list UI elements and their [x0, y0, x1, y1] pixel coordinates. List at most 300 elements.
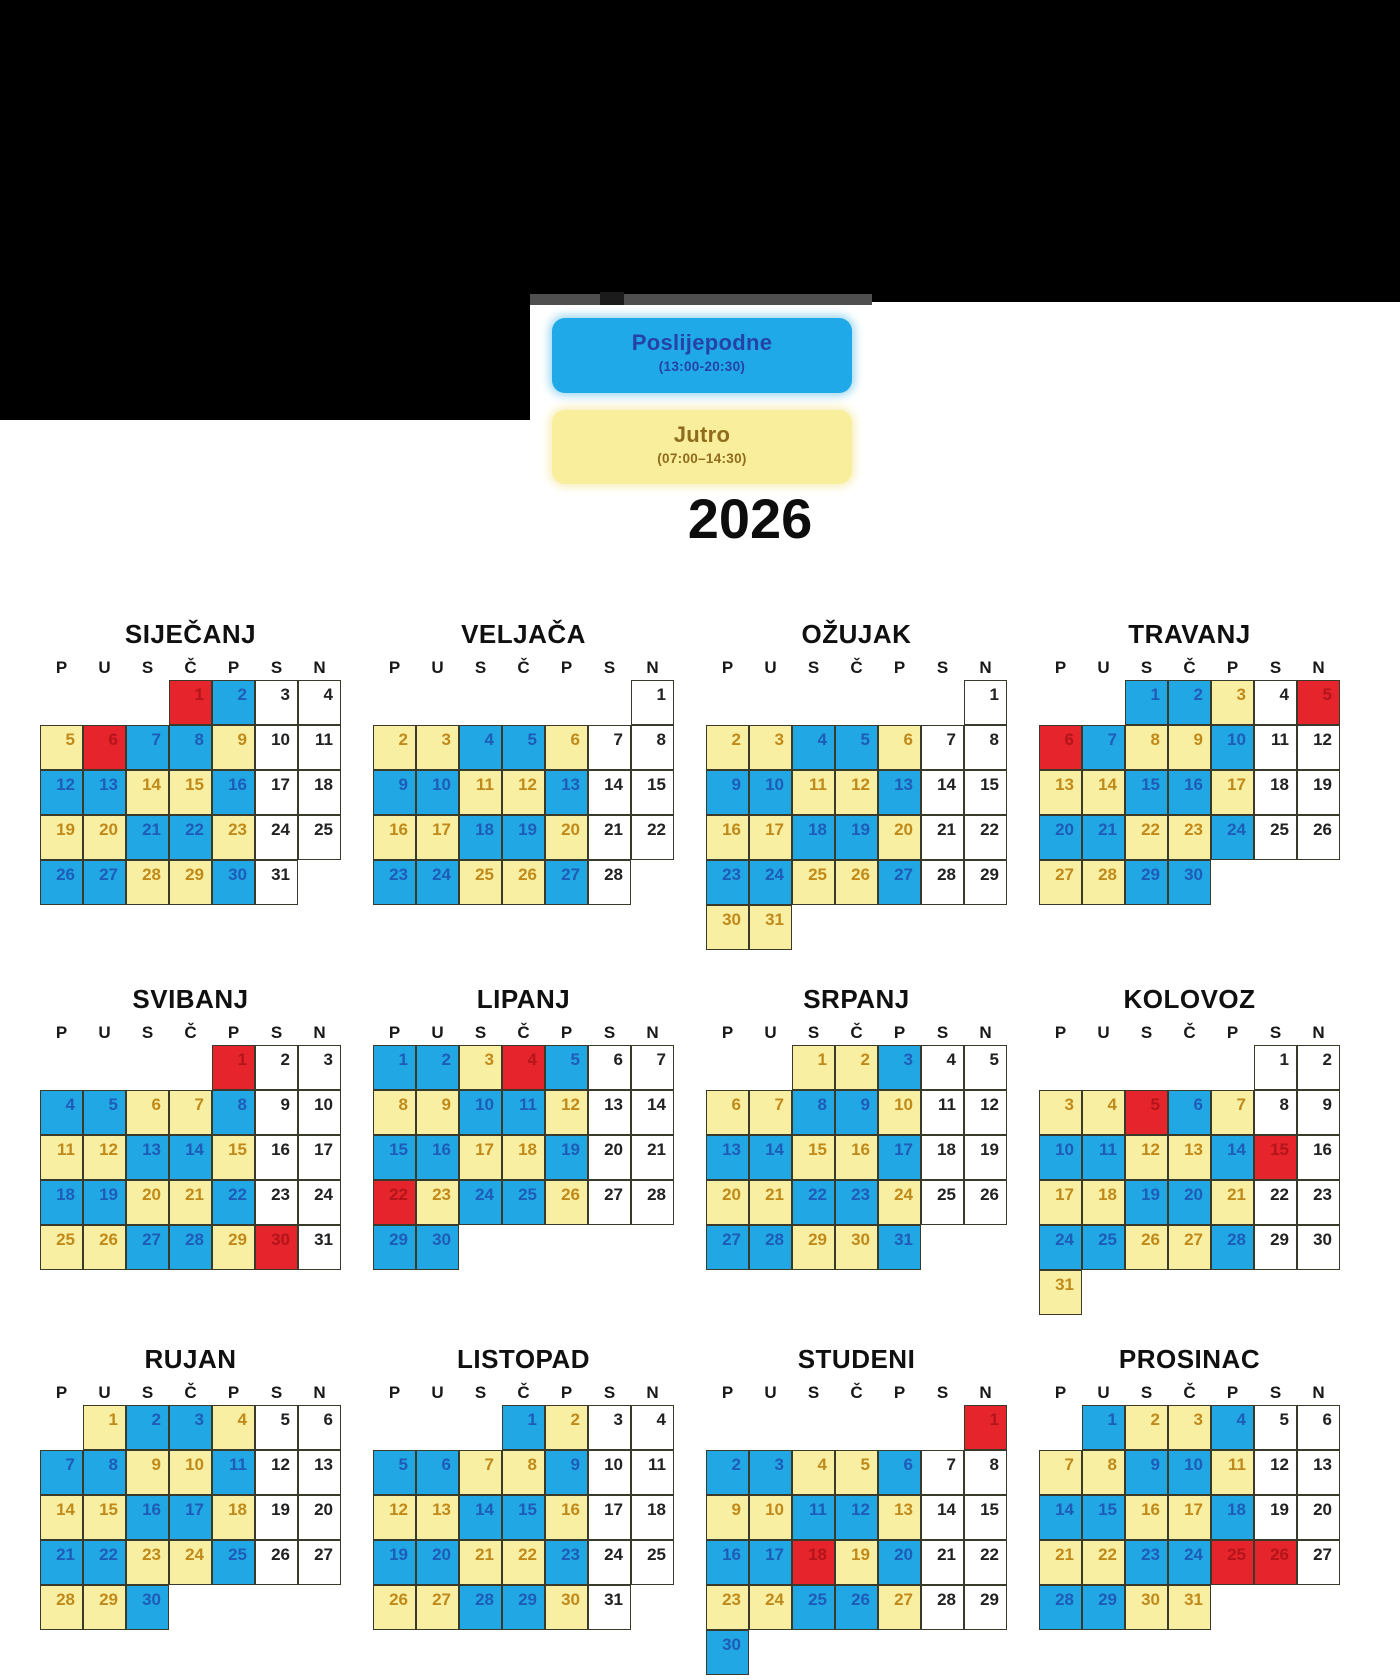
day-cell: 14 — [921, 770, 964, 815]
day-cell: 18 — [1082, 1180, 1125, 1225]
day-cell: 17 — [878, 1135, 921, 1180]
day-cell: 8 — [631, 725, 674, 770]
day-cell: 25 — [212, 1540, 255, 1585]
day-cell: 17 — [169, 1495, 212, 1540]
weekday-header: Č — [1183, 658, 1196, 677]
day-cell: 30 — [1297, 1225, 1340, 1270]
day-cell: 29 — [1125, 860, 1168, 905]
day-cell: 22 — [792, 1180, 835, 1225]
day-cell: 13 — [878, 770, 921, 815]
day-cell: 26 — [1254, 1540, 1297, 1585]
left-black-panel — [0, 302, 530, 420]
day-cell: 10 — [1211, 725, 1254, 770]
day-cell: 10 — [1168, 1450, 1211, 1495]
day-cell: 18 — [792, 815, 835, 860]
weekday-header: U — [1097, 1383, 1110, 1402]
day-cell: 29 — [212, 1225, 255, 1270]
month-title: LISTOPAD — [456, 1344, 591, 1374]
day-cell: 29 — [83, 1585, 126, 1630]
day-cell-empty — [502, 680, 545, 725]
month-title: SRPANJ — [803, 984, 910, 1014]
day-cell: 18 — [212, 1495, 255, 1540]
day-cell: 2 — [1125, 1405, 1168, 1450]
day-cell: 5 — [1297, 680, 1340, 725]
day-cell-empty — [921, 1405, 964, 1450]
day-cell: 14 — [588, 770, 631, 815]
day-cell: 16 — [416, 1135, 459, 1180]
day-cell: 6 — [1039, 725, 1082, 770]
day-cell-empty — [40, 1045, 83, 1090]
weekday-header: P — [893, 658, 906, 677]
day-cell: 29 — [1254, 1225, 1297, 1270]
day-cell: 22 — [169, 815, 212, 860]
day-cell: 22 — [212, 1180, 255, 1225]
day-cell-empty — [706, 1045, 749, 1090]
day-cell: 28 — [1039, 1585, 1082, 1630]
day-cell: 2 — [545, 1405, 588, 1450]
weekday-header: P — [721, 658, 734, 677]
day-cell-empty — [1211, 1045, 1254, 1090]
day-cell: 24 — [1168, 1540, 1211, 1585]
day-cell: 23 — [706, 860, 749, 905]
day-cell-empty — [878, 680, 921, 725]
day-cell: 20 — [1168, 1180, 1211, 1225]
weekday-header: P — [893, 1383, 906, 1402]
day-cell: 20 — [878, 1540, 921, 1585]
weekday-header-row — [40, 1021, 341, 1045]
weekday-header: U — [431, 658, 444, 677]
weekday-header: Č — [184, 1383, 197, 1402]
day-cell: 22 — [1125, 815, 1168, 860]
day-cell: 18 — [792, 1540, 835, 1585]
month-title: LIPANJ — [476, 984, 571, 1014]
weekday-header: S — [1140, 1023, 1153, 1042]
day-cell: 14 — [631, 1090, 674, 1135]
day-cell: 26 — [964, 1180, 1007, 1225]
day-cell: 9 — [255, 1090, 298, 1135]
day-cell: 13 — [706, 1135, 749, 1180]
day-cell: 1 — [1125, 680, 1168, 725]
day-grid — [706, 680, 1007, 950]
day-cell: 5 — [835, 725, 878, 770]
day-cell: 8 — [212, 1090, 255, 1135]
day-cell: 23 — [126, 1540, 169, 1585]
day-cell: 25 — [298, 815, 341, 860]
day-cell: 19 — [964, 1135, 1007, 1180]
day-cell: 18 — [502, 1135, 545, 1180]
weekday-header: S — [474, 1383, 487, 1402]
day-cell: 9 — [1297, 1090, 1340, 1135]
weekday-header: S — [141, 1023, 154, 1042]
day-cell: 19 — [1254, 1495, 1297, 1540]
day-grid — [40, 680, 341, 905]
day-cell: 16 — [545, 1495, 588, 1540]
day-cell: 16 — [1297, 1135, 1340, 1180]
day-cell: 1 — [169, 680, 212, 725]
weekday-header: P — [721, 1023, 734, 1042]
day-cell: 12 — [545, 1090, 588, 1135]
weekday-header: N — [979, 658, 992, 677]
weekday-header: S — [807, 1383, 820, 1402]
day-cell: 17 — [749, 1540, 792, 1585]
legend-afternoon-label: Poslijepodne — [631, 330, 773, 355]
month-kolovoz — [1039, 983, 1340, 1315]
weekday-header: P — [721, 1383, 734, 1402]
day-cell: 15 — [502, 1495, 545, 1540]
day-cell: 5 — [1254, 1405, 1297, 1450]
day-cell: 7 — [588, 725, 631, 770]
day-cell: 14 — [40, 1495, 83, 1540]
day-cell: 27 — [1039, 860, 1082, 905]
day-cell: 6 — [588, 1045, 631, 1090]
day-cell: 25 — [502, 1180, 545, 1225]
day-cell: 28 — [921, 1585, 964, 1630]
weekday-header: S — [1269, 1383, 1282, 1402]
day-cell: 28 — [921, 860, 964, 905]
weekday-header: U — [764, 1023, 777, 1042]
month-title: TRAVANJ — [1128, 619, 1251, 649]
day-cell: 1 — [1254, 1045, 1297, 1090]
day-cell: 11 — [298, 725, 341, 770]
day-cell: 23 — [255, 1180, 298, 1225]
day-cell: 4 — [921, 1045, 964, 1090]
day-cell: 28 — [1211, 1225, 1254, 1270]
day-cell: 9 — [126, 1450, 169, 1495]
day-cell: 13 — [1039, 770, 1082, 815]
month-title: SIJEČANJ — [124, 619, 257, 649]
day-cell: 9 — [1125, 1450, 1168, 1495]
day-cell: 3 — [298, 1045, 341, 1090]
weekday-header-row — [373, 1021, 674, 1045]
day-cell-empty — [40, 680, 83, 725]
day-cell: 6 — [298, 1405, 341, 1450]
day-cell: 5 — [1125, 1090, 1168, 1135]
day-cell: 14 — [1039, 1495, 1082, 1540]
day-cell-empty — [878, 1405, 921, 1450]
weekday-header: S — [603, 1023, 616, 1042]
day-cell: 3 — [878, 1045, 921, 1090]
day-cell: 19 — [835, 815, 878, 860]
day-cell: 9 — [416, 1090, 459, 1135]
day-cell: 30 — [416, 1225, 459, 1270]
day-cell: 11 — [1082, 1135, 1125, 1180]
day-cell: 1 — [631, 680, 674, 725]
day-cell: 12 — [502, 770, 545, 815]
day-cell: 16 — [1125, 1495, 1168, 1540]
day-cell: 1 — [964, 1405, 1007, 1450]
day-cell: 17 — [1039, 1180, 1082, 1225]
day-cell: 13 — [545, 770, 588, 815]
weekday-header: P — [227, 1023, 240, 1042]
day-cell: 11 — [212, 1450, 255, 1495]
day-cell: 22 — [502, 1540, 545, 1585]
day-cell: 6 — [1297, 1405, 1340, 1450]
day-cell: 28 — [459, 1585, 502, 1630]
day-cell: 26 — [502, 860, 545, 905]
day-cell: 31 — [1039, 1270, 1082, 1315]
day-cell: 25 — [1082, 1225, 1125, 1270]
day-grid — [1039, 680, 1340, 905]
day-cell-empty — [835, 680, 878, 725]
weekday-header: S — [1269, 1023, 1282, 1042]
day-cell: 8 — [1125, 725, 1168, 770]
day-cell: 12 — [1125, 1135, 1168, 1180]
day-cell: 17 — [416, 815, 459, 860]
day-cell: 18 — [1254, 770, 1297, 815]
day-cell: 23 — [706, 1585, 749, 1630]
weekday-header: U — [98, 658, 111, 677]
day-cell: 8 — [169, 725, 212, 770]
day-cell: 21 — [1082, 815, 1125, 860]
weekday-header: P — [55, 1023, 68, 1042]
day-grid — [706, 1405, 1007, 1675]
day-cell: 4 — [1254, 680, 1297, 725]
weekday-header: P — [388, 1023, 401, 1042]
day-cell: 17 — [255, 770, 298, 815]
day-cell: 21 — [1039, 1540, 1082, 1585]
day-cell: 27 — [126, 1225, 169, 1270]
day-cell: 7 — [1211, 1090, 1254, 1135]
weekday-header: Č — [184, 658, 197, 677]
day-cell-empty — [749, 1405, 792, 1450]
day-cell: 10 — [749, 1495, 792, 1540]
day-cell-empty — [749, 1045, 792, 1090]
day-cell: 24 — [255, 815, 298, 860]
day-cell: 22 — [373, 1180, 416, 1225]
day-cell: 19 — [373, 1540, 416, 1585]
weekday-header: U — [1097, 658, 1110, 677]
day-cell: 26 — [83, 1225, 126, 1270]
day-cell: 17 — [1211, 770, 1254, 815]
day-cell: 2 — [212, 680, 255, 725]
day-cell: 7 — [459, 1450, 502, 1495]
day-cell: 27 — [1297, 1540, 1340, 1585]
day-cell: 5 — [255, 1405, 298, 1450]
day-cell: 11 — [40, 1135, 83, 1180]
day-cell: 2 — [126, 1405, 169, 1450]
weekday-header: U — [431, 1383, 444, 1402]
weekday-header: P — [1054, 1383, 1067, 1402]
day-cell: 24 — [416, 860, 459, 905]
day-cell: 13 — [878, 1495, 921, 1540]
weekday-header: N — [1312, 658, 1325, 677]
day-cell: 4 — [631, 1405, 674, 1450]
day-cell: 1 — [1082, 1405, 1125, 1450]
gray-strip — [530, 294, 872, 305]
day-cell: 8 — [1082, 1450, 1125, 1495]
day-cell: 20 — [83, 815, 126, 860]
day-cell: 16 — [706, 815, 749, 860]
day-cell: 11 — [502, 1090, 545, 1135]
weekday-header: N — [1312, 1023, 1325, 1042]
day-cell: 20 — [588, 1135, 631, 1180]
day-cell: 11 — [459, 770, 502, 815]
day-cell: 23 — [1297, 1180, 1340, 1225]
weekday-header: Č — [850, 1383, 863, 1402]
day-cell: 8 — [964, 725, 1007, 770]
day-cell: 11 — [792, 770, 835, 815]
day-cell: 21 — [631, 1135, 674, 1180]
day-cell: 10 — [1039, 1135, 1082, 1180]
day-cell: 24 — [298, 1180, 341, 1225]
day-cell: 19 — [83, 1180, 126, 1225]
weekday-header-row — [1039, 1021, 1340, 1045]
month-title: STUDENI — [797, 1344, 916, 1374]
day-grid — [373, 680, 674, 905]
day-cell: 30 — [1125, 1585, 1168, 1630]
day-cell: 21 — [169, 1180, 212, 1225]
day-cell: 30 — [706, 1630, 749, 1675]
weekday-header: N — [646, 658, 659, 677]
day-cell: 6 — [83, 725, 126, 770]
day-cell: 11 — [1254, 725, 1297, 770]
day-cell: 28 — [169, 1225, 212, 1270]
day-cell: 6 — [416, 1450, 459, 1495]
day-cell: 19 — [502, 815, 545, 860]
day-cell-empty — [706, 1405, 749, 1450]
day-cell: 10 — [878, 1090, 921, 1135]
day-cell: 17 — [1168, 1495, 1211, 1540]
day-cell: 2 — [1297, 1045, 1340, 1090]
day-cell: 1 — [212, 1045, 255, 1090]
day-cell: 8 — [792, 1090, 835, 1135]
day-cell: 2 — [416, 1045, 459, 1090]
day-cell: 19 — [40, 815, 83, 860]
day-cell: 3 — [749, 725, 792, 770]
day-cell: 23 — [545, 1540, 588, 1585]
day-cell: 25 — [459, 860, 502, 905]
day-cell: 14 — [921, 1495, 964, 1540]
month-listopad — [373, 1343, 674, 1630]
day-cell: 12 — [835, 1495, 878, 1540]
day-cell: 10 — [416, 770, 459, 815]
day-cell: 28 — [749, 1225, 792, 1270]
day-cell: 3 — [588, 1405, 631, 1450]
day-cell: 14 — [169, 1135, 212, 1180]
day-cell: 21 — [126, 815, 169, 860]
day-cell: 9 — [212, 725, 255, 770]
day-cell: 2 — [373, 725, 416, 770]
day-cell-empty — [459, 680, 502, 725]
weekday-header: S — [936, 1023, 949, 1042]
weekday-header: N — [979, 1023, 992, 1042]
day-cell-empty — [545, 680, 588, 725]
day-cell-empty — [1082, 680, 1125, 725]
day-cell: 1 — [502, 1405, 545, 1450]
day-cell: 18 — [298, 770, 341, 815]
month-studeni — [706, 1343, 1007, 1675]
day-cell: 7 — [1039, 1450, 1082, 1495]
day-cell: 13 — [588, 1090, 631, 1135]
day-cell: 15 — [83, 1495, 126, 1540]
day-cell: 19 — [255, 1495, 298, 1540]
weekday-header: S — [141, 1383, 154, 1402]
day-cell: 3 — [255, 680, 298, 725]
day-cell: 6 — [878, 725, 921, 770]
day-cell: 7 — [631, 1045, 674, 1090]
day-cell: 23 — [373, 860, 416, 905]
day-cell: 13 — [1168, 1135, 1211, 1180]
day-cell: 26 — [545, 1180, 588, 1225]
weekday-header-row — [706, 1021, 1007, 1045]
day-cell: 1 — [373, 1045, 416, 1090]
day-cell: 9 — [545, 1450, 588, 1495]
day-cell: 15 — [373, 1135, 416, 1180]
day-cell: 31 — [878, 1225, 921, 1270]
day-cell: 21 — [459, 1540, 502, 1585]
weekday-header: Č — [1183, 1383, 1196, 1402]
day-cell: 15 — [792, 1135, 835, 1180]
day-cell: 21 — [921, 815, 964, 860]
day-cell: 13 — [1297, 1450, 1340, 1495]
day-cell: 21 — [1211, 1180, 1254, 1225]
day-cell: 21 — [588, 815, 631, 860]
day-cell: 4 — [1082, 1090, 1125, 1135]
day-cell: 30 — [255, 1225, 298, 1270]
day-cell: 27 — [706, 1225, 749, 1270]
weekday-header: N — [313, 658, 326, 677]
day-grid — [40, 1405, 341, 1630]
day-cell-empty — [1039, 1045, 1082, 1090]
day-cell-empty — [169, 1045, 212, 1090]
day-cell: 5 — [40, 725, 83, 770]
day-cell: 16 — [126, 1495, 169, 1540]
day-cell: 19 — [1125, 1180, 1168, 1225]
day-cell: 29 — [792, 1225, 835, 1270]
legend-morning-label: Jutro — [673, 422, 731, 447]
day-cell: 30 — [835, 1225, 878, 1270]
day-cell: 3 — [1039, 1090, 1082, 1135]
day-cell: 20 — [416, 1540, 459, 1585]
day-cell: 4 — [1211, 1405, 1254, 1450]
weekday-header: P — [893, 1023, 906, 1042]
day-cell-empty — [1082, 1045, 1125, 1090]
weekday-header: P — [227, 1383, 240, 1402]
day-cell: 9 — [706, 1495, 749, 1540]
day-cell: 3 — [1168, 1405, 1211, 1450]
month-title: SVIBANJ — [132, 984, 249, 1014]
day-cell: 6 — [1168, 1090, 1211, 1135]
month-title: PROSINAC — [1118, 1344, 1261, 1374]
day-cell: 24 — [749, 1585, 792, 1630]
month-siječanj — [40, 618, 341, 905]
day-cell: 3 — [459, 1045, 502, 1090]
day-cell: 4 — [40, 1090, 83, 1135]
day-cell: 17 — [298, 1135, 341, 1180]
weekday-header-row — [40, 1381, 341, 1405]
day-cell: 24 — [459, 1180, 502, 1225]
weekday-header: S — [270, 1023, 283, 1042]
day-cell-empty — [1125, 1045, 1168, 1090]
day-cell: 4 — [212, 1405, 255, 1450]
weekday-header: S — [807, 1023, 820, 1042]
month-svibanj — [40, 983, 341, 1270]
day-cell: 28 — [1082, 860, 1125, 905]
day-cell: 6 — [706, 1090, 749, 1135]
day-cell: 15 — [1125, 770, 1168, 815]
top-black-banner — [0, 0, 1400, 302]
legend-afternoon-hours: (13:00-20:30) — [658, 359, 746, 374]
day-cell: 15 — [964, 770, 1007, 815]
weekday-header: S — [141, 658, 154, 677]
day-cell: 23 — [1168, 815, 1211, 860]
day-cell-empty — [126, 680, 169, 725]
day-cell: 22 — [1254, 1180, 1297, 1225]
day-cell: 5 — [83, 1090, 126, 1135]
day-cell: 5 — [545, 1045, 588, 1090]
day-cell: 13 — [83, 770, 126, 815]
weekday-header: S — [474, 658, 487, 677]
